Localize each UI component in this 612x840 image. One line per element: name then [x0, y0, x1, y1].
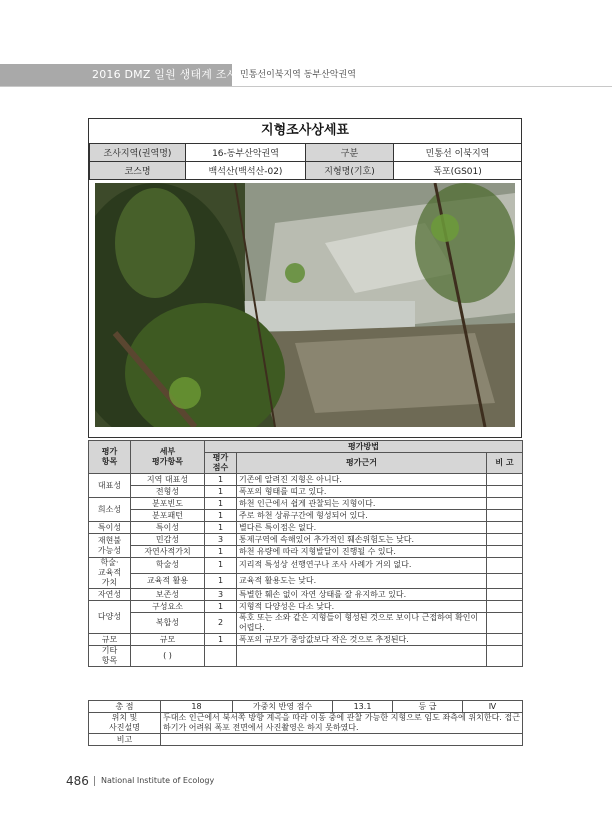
evaluation-table [88, 440, 523, 667]
remark-cell [487, 498, 523, 510]
score-cell: 3 [205, 589, 237, 601]
detail-cell: ( ) [131, 646, 205, 667]
evaluation-rows [89, 474, 523, 667]
survey-info-table [89, 143, 522, 180]
info-label: 구분 [306, 144, 394, 162]
info-row [90, 144, 522, 162]
page-number: 486 [66, 774, 89, 788]
footer-separator [94, 776, 95, 786]
table-row [89, 613, 523, 634]
header-method: 평가방법 [205, 441, 523, 453]
table-row [89, 573, 523, 589]
institution-name: National Institute of Ecology [101, 776, 215, 785]
basis-cell: 별다른 특이점은 없다. [237, 522, 487, 534]
basis-cell: 지형적 다양성은 다소 낮다. [237, 601, 487, 613]
category-cell: 다양성 [89, 601, 131, 634]
location-text: 두대소 인근에서 북서쪽 방향 계곡을 따라 이동 중에 관찰 가능한 지형으로 임도 좌측에 위치한다. 접근하기가 어려워 폭포 전면에서 사진촬영은 하지 못하였다. [161, 713, 523, 734]
info-value: 16-동부산악권역 [186, 144, 306, 162]
detail-cell: 분포빈도 [131, 498, 205, 510]
table-row [89, 546, 523, 558]
detail-cell: 학술성 [131, 558, 205, 574]
remark-cell [487, 558, 523, 574]
basis-cell: 특별한 훼손 없이 자연 상태를 잘 유지하고 있다. [237, 589, 487, 601]
remark-cell [487, 589, 523, 601]
detail-cell: 분포패턴 [131, 510, 205, 522]
remark-cell [487, 510, 523, 522]
score-cell: 1 [205, 546, 237, 558]
score-cell: 2 [205, 613, 237, 634]
detail-cell: 구성요소 [131, 601, 205, 613]
terrain-survey-card [88, 118, 522, 438]
category-cell: 재현불 가능성 [89, 534, 131, 558]
remark-cell [487, 601, 523, 613]
category-cell: 기타 항목 [89, 646, 131, 667]
detail-cell: 교육적 활용 [131, 573, 205, 589]
remark-cell [487, 646, 523, 667]
remark-cell [487, 522, 523, 534]
score-cell: 1 [205, 522, 237, 534]
waterfall-photo [95, 183, 515, 427]
table-row [89, 634, 523, 646]
score-row [89, 701, 523, 713]
basis-cell: 교육적 활용도는 낮다. [237, 573, 487, 589]
basis-cell: 주로 하천 상류구간에 형성되어 있다. [237, 510, 487, 522]
info-value: 폭포(GS01) [394, 162, 522, 180]
info-value: 백석산(백석산-02) [186, 162, 306, 180]
info-label: 지형명(기호) [306, 162, 394, 180]
basis-cell: 하천 유량에 따라 지형발달이 진행될 수 있다. [237, 546, 487, 558]
detail-cell: 보존성 [131, 589, 205, 601]
header-remark: 비 고 [487, 453, 523, 474]
info-label: 코스명 [90, 162, 186, 180]
table-row [89, 498, 523, 510]
detail-cell: 규모 [131, 634, 205, 646]
header-divider [0, 86, 612, 87]
detail-cell: 민감성 [131, 534, 205, 546]
grade-value: Ⅳ [463, 701, 523, 713]
category-cell: 특이성 [89, 522, 131, 534]
remark-cell [487, 474, 523, 486]
remark-row [89, 734, 523, 746]
basis-cell: 폭포의 형태를 띠고 있다. [237, 486, 487, 498]
location-row [89, 713, 523, 734]
score-cell: 1 [205, 498, 237, 510]
total-label: 총 점 [89, 701, 161, 713]
table-row [89, 522, 523, 534]
remark-cell [487, 486, 523, 498]
weighted-value: 13.1 [333, 701, 393, 713]
score-cell: 3 [205, 534, 237, 546]
table-row [89, 510, 523, 522]
remark-cell [487, 534, 523, 546]
location-label: 위치 및 사진설명 [89, 713, 161, 734]
basis-cell: 지리적 특성상 선행연구나 조사 사례가 거의 없다. [237, 558, 487, 574]
basis-cell: 폭포의 규모가 중앙값보다 작은 것으로 추정된다. [237, 634, 487, 646]
table-row [89, 589, 523, 601]
score-cell: 1 [205, 474, 237, 486]
basis-cell: 하천 인근에서 쉽게 관찰되는 지형이다. [237, 498, 487, 510]
header-item: 평가 항목 [89, 441, 131, 474]
header-detail: 세부 평가항목 [131, 441, 205, 474]
basis-cell: 기존에 알려진 지형은 아니다. [237, 474, 487, 486]
remark-label: 비고 [89, 734, 161, 746]
summary-table [88, 700, 523, 746]
basis-cell: 폭호 또는 소와 같은 지형들이 형성된 것으로 보이나 근접하여 확인이 어렵다. [237, 613, 487, 634]
section-subtitle: 민통선이북지역 동부산악권역 [240, 70, 356, 80]
table-row [89, 486, 523, 498]
header-score: 평가 점수 [205, 453, 237, 474]
score-cell: 1 [205, 486, 237, 498]
category-cell: 학술· 교육적 가치 [89, 558, 131, 589]
remark-text [161, 734, 523, 746]
category-cell: 대표성 [89, 474, 131, 498]
remark-cell [487, 634, 523, 646]
score-cell: 1 [205, 601, 237, 613]
report-title: 2016 DMZ 일원 생태계 조사 [92, 68, 238, 81]
score-cell: 1 [205, 573, 237, 589]
grade-label: 등 급 [393, 701, 463, 713]
info-value: 민통선 이북지역 [394, 144, 522, 162]
remark-cell [487, 573, 523, 589]
detail-cell: 복합성 [131, 613, 205, 634]
remark-cell [487, 546, 523, 558]
table-row [89, 601, 523, 613]
weighted-label: 가중치 반영 점수 [233, 701, 333, 713]
detail-cell: 자연사적가치 [131, 546, 205, 558]
category-cell: 희소성 [89, 498, 131, 522]
table-row [89, 534, 523, 546]
header-basis: 평가근거 [237, 453, 487, 474]
info-label: 조사지역(권역명) [90, 144, 186, 162]
basis-cell: 통제구역에 속해있어 추가적인 훼손위험도는 낮다. [237, 534, 487, 546]
remark-cell [487, 613, 523, 634]
info-row [90, 162, 522, 180]
total-value: 18 [161, 701, 233, 713]
card-title: 지형조사상세표 [89, 119, 521, 144]
detail-cell: 전형성 [131, 486, 205, 498]
score-cell: 1 [205, 634, 237, 646]
table-row [89, 474, 523, 486]
score-cell [205, 646, 237, 667]
score-cell: 1 [205, 510, 237, 522]
score-cell: 1 [205, 558, 237, 574]
detail-cell: 지역 대표성 [131, 474, 205, 486]
category-cell: 규모 [89, 634, 131, 646]
detail-cell: 특이성 [131, 522, 205, 534]
table-row [89, 646, 523, 667]
basis-cell [237, 646, 487, 667]
category-cell: 자연성 [89, 589, 131, 601]
table-row [89, 558, 523, 574]
